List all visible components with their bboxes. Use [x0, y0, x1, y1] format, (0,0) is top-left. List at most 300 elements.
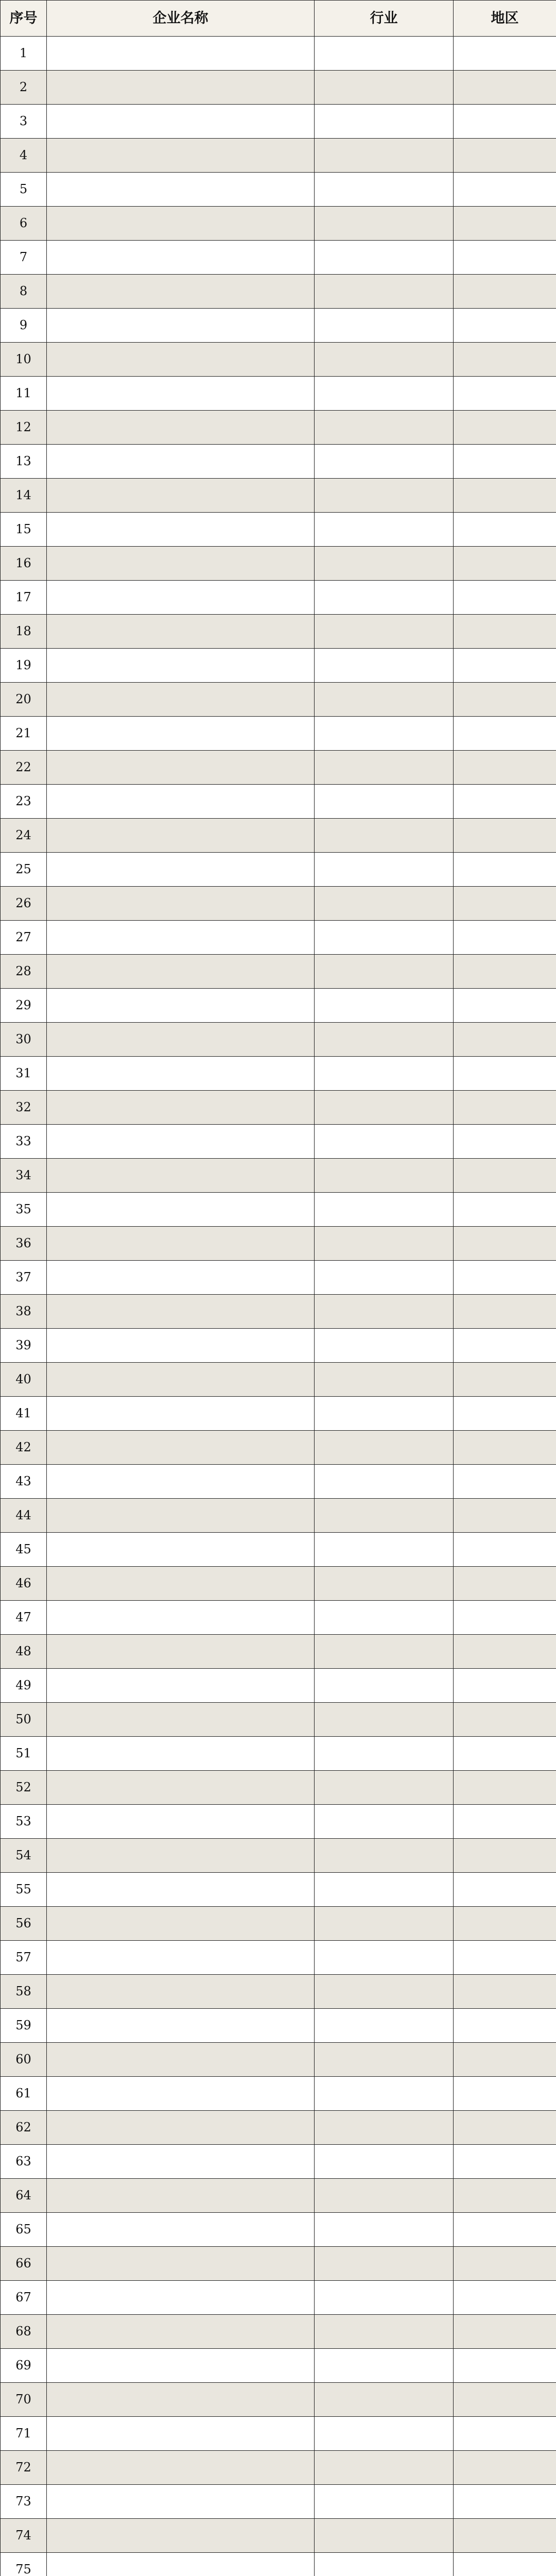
company-name	[47, 479, 315, 513]
industry	[315, 1533, 454, 1567]
table-row	[1, 479, 556, 513]
row-number: 59	[1, 2009, 47, 2043]
region	[454, 139, 556, 173]
company-name	[47, 1295, 315, 1329]
table-row	[1, 309, 556, 343]
table-row	[1, 1261, 556, 1295]
table-row	[1, 1533, 556, 1567]
company-name	[47, 513, 315, 547]
row-number: 11	[1, 377, 47, 411]
row-number: 41	[1, 1397, 47, 1431]
region	[454, 2043, 556, 2077]
region	[454, 241, 556, 275]
row-number: 8	[1, 275, 47, 309]
region	[454, 1703, 556, 1737]
company-name	[47, 751, 315, 785]
industry	[315, 887, 454, 921]
table-row	[1, 1329, 556, 1363]
row-number: 51	[1, 1737, 47, 1771]
region	[454, 1533, 556, 1567]
row-number: 40	[1, 1363, 47, 1397]
row-number: 58	[1, 1975, 47, 2009]
region	[454, 2247, 556, 2281]
company-name	[47, 1499, 315, 1533]
industry	[315, 683, 454, 717]
table-row	[1, 819, 556, 853]
company-name	[47, 683, 315, 717]
company-name	[47, 207, 315, 241]
region	[454, 1023, 556, 1057]
row-number: 48	[1, 1635, 47, 1669]
region	[454, 1329, 556, 1363]
table-row	[1, 139, 556, 173]
row-number: 3	[1, 105, 47, 139]
industry	[315, 1975, 454, 2009]
row-number: 46	[1, 1567, 47, 1601]
industry	[315, 1465, 454, 1499]
table-row	[1, 1397, 556, 1431]
company-name	[47, 1771, 315, 1805]
industry	[315, 1397, 454, 1431]
table-row	[1, 751, 556, 785]
region	[454, 2485, 556, 2519]
company-name	[47, 2009, 315, 2043]
industry	[315, 1091, 454, 1125]
region	[454, 1431, 556, 1465]
region	[454, 479, 556, 513]
industry	[315, 1601, 454, 1635]
region	[454, 2213, 556, 2247]
row-number: 50	[1, 1703, 47, 1737]
row-number: 60	[1, 2043, 47, 2077]
company-name	[47, 989, 315, 1023]
industry	[315, 2349, 454, 2383]
industry	[315, 785, 454, 819]
company-name	[47, 1465, 315, 1499]
company-name	[47, 1669, 315, 1703]
row-number: 36	[1, 1227, 47, 1261]
row-number: 44	[1, 1499, 47, 1533]
row-number: 35	[1, 1193, 47, 1227]
table-row	[1, 1805, 556, 1839]
company-name	[47, 241, 315, 275]
company-name	[47, 275, 315, 309]
table-row	[1, 241, 556, 275]
row-number: 24	[1, 819, 47, 853]
region	[454, 1295, 556, 1329]
region	[454, 2553, 556, 2576]
header-industry: 行业	[315, 1, 454, 37]
row-number: 73	[1, 2485, 47, 2519]
row-number: 16	[1, 547, 47, 581]
industry	[315, 1023, 454, 1057]
company-name	[47, 1703, 315, 1737]
row-number: 62	[1, 2111, 47, 2145]
region	[454, 2417, 556, 2451]
industry	[315, 1057, 454, 1091]
industry	[315, 241, 454, 275]
region	[454, 683, 556, 717]
region	[454, 853, 556, 887]
company-name	[47, 173, 315, 207]
industry	[315, 343, 454, 377]
row-number: 43	[1, 1465, 47, 1499]
region	[454, 1091, 556, 1125]
row-number: 66	[1, 2247, 47, 2281]
industry	[315, 751, 454, 785]
industry	[315, 2281, 454, 2315]
company-name	[47, 1023, 315, 1057]
company-name	[47, 717, 315, 751]
industry	[315, 1907, 454, 1941]
table-row	[1, 1227, 556, 1261]
industry	[315, 275, 454, 309]
region	[454, 411, 556, 445]
industry	[315, 2009, 454, 2043]
industry	[315, 1227, 454, 1261]
row-number: 9	[1, 309, 47, 343]
industry	[315, 71, 454, 105]
row-number: 13	[1, 445, 47, 479]
row-number: 74	[1, 2519, 47, 2553]
table-row	[1, 2247, 556, 2281]
industry	[315, 1363, 454, 1397]
row-number: 39	[1, 1329, 47, 1363]
region	[454, 309, 556, 343]
row-number: 25	[1, 853, 47, 887]
industry	[315, 1159, 454, 1193]
region	[454, 1601, 556, 1635]
row-number: 61	[1, 2077, 47, 2111]
region	[454, 513, 556, 547]
table-row	[1, 2383, 556, 2417]
row-number: 56	[1, 1907, 47, 1941]
row-number: 65	[1, 2213, 47, 2247]
company-name	[47, 1839, 315, 1873]
industry	[315, 445, 454, 479]
table-row	[1, 1363, 556, 1397]
table-row	[1, 105, 556, 139]
region	[454, 71, 556, 105]
table-row	[1, 1975, 556, 2009]
industry	[315, 1567, 454, 1601]
table-row	[1, 1941, 556, 1975]
row-number: 57	[1, 1941, 47, 1975]
table-row	[1, 71, 556, 105]
row-number: 30	[1, 1023, 47, 1057]
industry	[315, 1431, 454, 1465]
company-name	[47, 955, 315, 989]
table-row	[1, 853, 556, 887]
region	[454, 105, 556, 139]
table-row	[1, 1091, 556, 1125]
table-row	[1, 445, 556, 479]
company-name	[47, 2213, 315, 2247]
company-name	[47, 139, 315, 173]
company-name	[47, 1363, 315, 1397]
industry	[315, 2553, 454, 2576]
industry	[315, 547, 454, 581]
table-row	[1, 1771, 556, 1805]
company-name	[47, 2077, 315, 2111]
row-number: 72	[1, 2451, 47, 2485]
table-row	[1, 547, 556, 581]
region	[454, 1567, 556, 1601]
company-name	[47, 445, 315, 479]
industry	[315, 1873, 454, 1907]
table-row	[1, 2281, 556, 2315]
row-number: 70	[1, 2383, 47, 2417]
industry	[315, 717, 454, 751]
table-row	[1, 1499, 556, 1533]
region	[454, 377, 556, 411]
company-name	[47, 1873, 315, 1907]
company-name	[47, 1227, 315, 1261]
region	[454, 1227, 556, 1261]
company-name	[47, 1057, 315, 1091]
table-row	[1, 207, 556, 241]
industry	[315, 2417, 454, 2451]
region	[454, 1941, 556, 1975]
row-number: 33	[1, 1125, 47, 1159]
region	[454, 1159, 556, 1193]
industry	[315, 1261, 454, 1295]
row-number: 22	[1, 751, 47, 785]
industry	[315, 2213, 454, 2247]
row-number: 21	[1, 717, 47, 751]
company-name	[47, 2451, 315, 2485]
table-row	[1, 2077, 556, 2111]
industry	[315, 2247, 454, 2281]
row-number: 67	[1, 2281, 47, 2315]
region	[454, 2179, 556, 2213]
company-name	[47, 2247, 315, 2281]
industry	[315, 1329, 454, 1363]
region	[454, 2077, 556, 2111]
table-row	[1, 1737, 556, 1771]
company-name	[47, 649, 315, 683]
region	[454, 1261, 556, 1295]
company-name	[47, 1737, 315, 1771]
row-number: 6	[1, 207, 47, 241]
table-row	[1, 1295, 556, 1329]
company-name	[47, 819, 315, 853]
row-number: 4	[1, 139, 47, 173]
row-number: 49	[1, 1669, 47, 1703]
table-row	[1, 513, 556, 547]
company-name	[47, 2519, 315, 2553]
table-row	[1, 2349, 556, 2383]
industry	[315, 1737, 454, 1771]
industry	[315, 615, 454, 649]
region	[454, 2009, 556, 2043]
region	[454, 1737, 556, 1771]
row-number: 37	[1, 1261, 47, 1295]
region	[454, 2383, 556, 2417]
table-row	[1, 37, 556, 71]
table-row	[1, 581, 556, 615]
row-number: 15	[1, 513, 47, 547]
company-name	[47, 1907, 315, 1941]
table-row	[1, 343, 556, 377]
industry	[315, 649, 454, 683]
row-number: 28	[1, 955, 47, 989]
region	[454, 751, 556, 785]
company-name	[47, 1125, 315, 1159]
region	[454, 615, 556, 649]
table-row	[1, 2111, 556, 2145]
industry	[315, 2451, 454, 2485]
industry	[315, 139, 454, 173]
company-name	[47, 1193, 315, 1227]
company-name	[47, 2281, 315, 2315]
region	[454, 717, 556, 751]
industry	[315, 1295, 454, 1329]
region	[454, 2519, 556, 2553]
region	[454, 1499, 556, 1533]
table-row	[1, 1601, 556, 1635]
table-row	[1, 921, 556, 955]
table-row	[1, 1023, 556, 1057]
industry	[315, 1805, 454, 1839]
table-row	[1, 1703, 556, 1737]
row-number: 53	[1, 1805, 47, 1839]
row-number: 68	[1, 2315, 47, 2349]
row-number: 27	[1, 921, 47, 955]
row-number: 18	[1, 615, 47, 649]
industry	[315, 2043, 454, 2077]
row-number: 54	[1, 1839, 47, 1873]
industry	[315, 955, 454, 989]
industry	[315, 411, 454, 445]
industry	[315, 1771, 454, 1805]
industry	[315, 1193, 454, 1227]
company-name	[47, 1261, 315, 1295]
industry	[315, 173, 454, 207]
industry	[315, 581, 454, 615]
table-row	[1, 2519, 556, 2553]
industry	[315, 2383, 454, 2417]
table-row	[1, 1431, 556, 1465]
industry	[315, 1125, 454, 1159]
region	[454, 2349, 556, 2383]
row-number: 42	[1, 1431, 47, 1465]
company-name	[47, 1533, 315, 1567]
industry	[315, 1669, 454, 1703]
row-number: 32	[1, 1091, 47, 1125]
table-row	[1, 887, 556, 921]
table-row	[1, 1873, 556, 1907]
row-number: 45	[1, 1533, 47, 1567]
table-header	[1, 1, 556, 37]
company-name	[47, 1805, 315, 1839]
industry	[315, 377, 454, 411]
row-number: 29	[1, 989, 47, 1023]
company-name	[47, 1397, 315, 1431]
row-number: 17	[1, 581, 47, 615]
table-row	[1, 1125, 556, 1159]
industry	[315, 2315, 454, 2349]
industry	[315, 2519, 454, 2553]
company-name	[47, 615, 315, 649]
region	[454, 785, 556, 819]
region	[454, 1635, 556, 1669]
row-number: 52	[1, 1771, 47, 1805]
table-row	[1, 2553, 556, 2576]
region	[454, 2111, 556, 2145]
header-company-name: 企业名称	[47, 1, 315, 37]
industry	[315, 479, 454, 513]
company-name	[47, 2179, 315, 2213]
company-name	[47, 1329, 315, 1363]
region	[454, 2315, 556, 2349]
industry	[315, 1703, 454, 1737]
company-name	[47, 2383, 315, 2417]
industry	[315, 2111, 454, 2145]
region	[454, 887, 556, 921]
industry	[315, 853, 454, 887]
row-number: 14	[1, 479, 47, 513]
table-row	[1, 1839, 556, 1873]
region	[454, 1873, 556, 1907]
industry	[315, 2179, 454, 2213]
company-name	[47, 1975, 315, 2009]
region	[454, 2281, 556, 2315]
region	[454, 819, 556, 853]
region	[454, 955, 556, 989]
company-name	[47, 785, 315, 819]
region	[454, 1975, 556, 2009]
company-name	[47, 343, 315, 377]
region	[454, 1805, 556, 1839]
region	[454, 1397, 556, 1431]
company-name	[47, 105, 315, 139]
table-row	[1, 955, 556, 989]
table-row	[1, 1465, 556, 1499]
industry	[315, 1941, 454, 1975]
company-name	[47, 1431, 315, 1465]
industry	[315, 513, 454, 547]
table-row	[1, 2485, 556, 2519]
company-name	[47, 1567, 315, 1601]
region	[454, 173, 556, 207]
industry	[315, 37, 454, 71]
region	[454, 989, 556, 1023]
region	[454, 921, 556, 955]
industry	[315, 1839, 454, 1873]
row-number: 71	[1, 2417, 47, 2451]
company-name	[47, 2145, 315, 2179]
row-number: 64	[1, 2179, 47, 2213]
region	[454, 37, 556, 71]
company-name	[47, 2417, 315, 2451]
header-row	[1, 1, 556, 37]
row-number: 47	[1, 1601, 47, 1635]
row-number: 12	[1, 411, 47, 445]
table-row	[1, 785, 556, 819]
row-number: 31	[1, 1057, 47, 1091]
table-row	[1, 2315, 556, 2349]
table-row	[1, 1669, 556, 1703]
header-region: 地区	[454, 1, 556, 37]
industry	[315, 105, 454, 139]
table-row	[1, 173, 556, 207]
region	[454, 1465, 556, 1499]
row-number: 19	[1, 649, 47, 683]
company-name	[47, 581, 315, 615]
company-name	[47, 2315, 315, 2349]
company-name	[47, 2043, 315, 2077]
